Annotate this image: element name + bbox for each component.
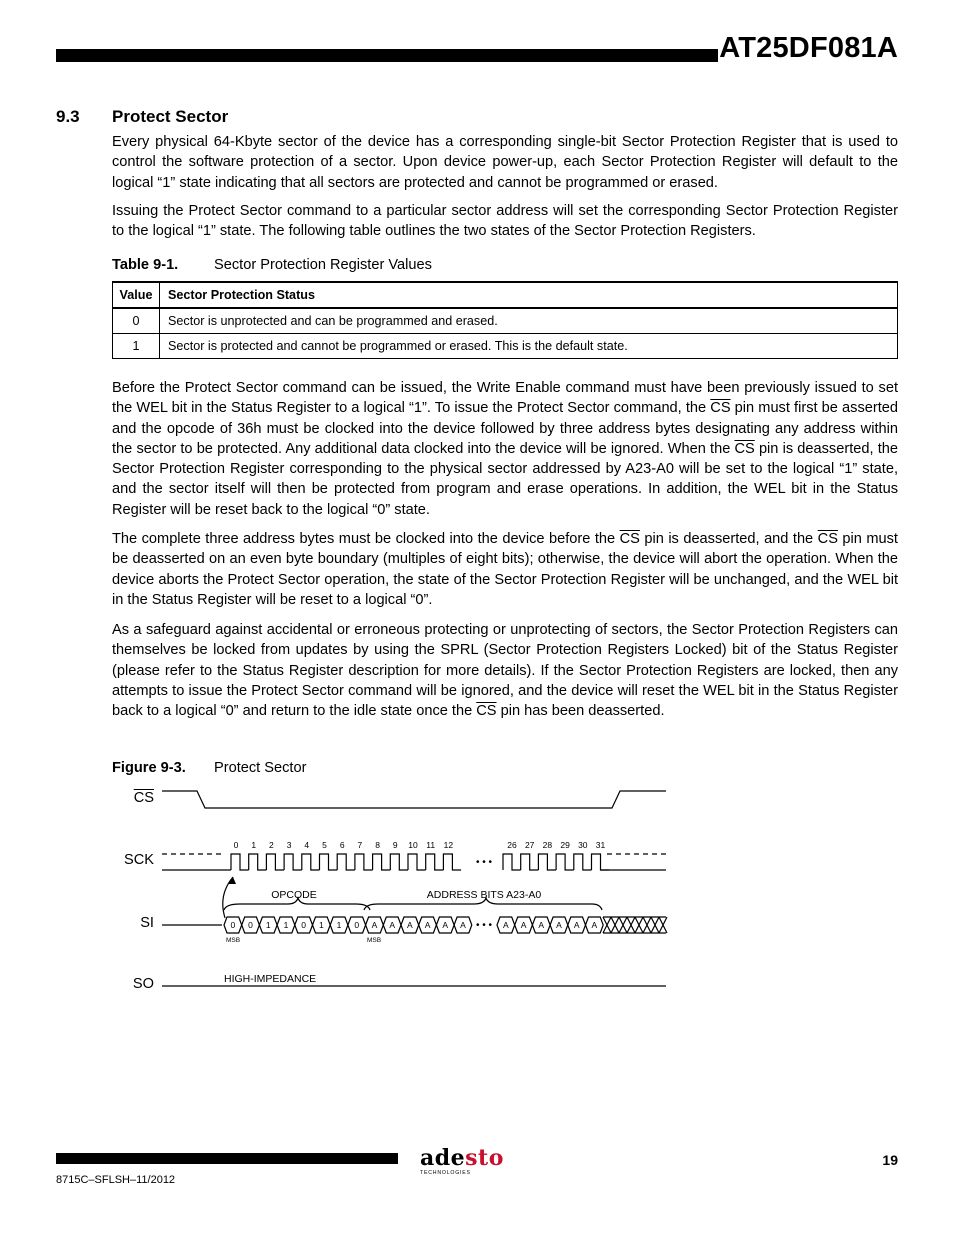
- cs-overbar-text: $\overline{CS}$: [734, 440, 755, 457]
- si-bit-label: 0: [301, 920, 307, 930]
- paragraph-3: [112, 378, 898, 520]
- si-bit-label: A: [591, 920, 598, 930]
- table-cell-value: 1: [113, 334, 160, 359]
- paragraph-4-text-b: pin is deasserted, and the: [639, 531, 818, 547]
- table-caption-label: Table 9-1.: [112, 257, 179, 273]
- logo-wordmark: [420, 1147, 502, 1169]
- clock-number: 5: [322, 840, 327, 850]
- opcode-label: OPCODE: [271, 889, 317, 901]
- sck-pulse: [320, 854, 338, 870]
- sck-pulse: [521, 854, 539, 870]
- signal-label-cs: $\overline{CS}$: [133, 790, 154, 806]
- clock-number: 11: [426, 840, 436, 850]
- sck-pulse: [373, 854, 391, 870]
- table-caption: [112, 257, 432, 273]
- paragraph-3-text-a: Before the Protect Sector command can be issued, the Write Enable command must have been previously issued to set the WEL bit in the Status Register to a logical “1”. To issue the Protect Sector command, the: [112, 380, 898, 417]
- table-header-value: Value: [113, 282, 160, 308]
- sck-pulse: [249, 854, 267, 870]
- sck-pulse: [426, 854, 444, 870]
- si-bit-label: 0: [354, 920, 360, 930]
- table-header-status: Sector Protection Status: [160, 282, 898, 308]
- table-caption-text: Sector Protection Register Values: [214, 257, 432, 273]
- page-number: 19: [882, 1152, 898, 1168]
- clock-number: 2: [269, 840, 274, 850]
- signal-label-so: SO: [132, 976, 154, 992]
- cs-overbar-text: $\overline{CS}$: [476, 703, 497, 720]
- si-bit-label: 0: [248, 920, 253, 930]
- si-bit-label: A: [389, 920, 395, 930]
- address-msb-label: MSB: [366, 937, 382, 944]
- si-bit-label: 1: [283, 920, 289, 930]
- si-ellipsis: • • •: [475, 920, 493, 931]
- footer-rule: [56, 1153, 398, 1164]
- clock-number: 9: [392, 840, 398, 850]
- sck-pulse: [408, 854, 426, 870]
- adesto-logo: [420, 1147, 502, 1183]
- si-bit-label: 0: [230, 920, 236, 930]
- figure-caption: [112, 760, 306, 776]
- si-bit-label: 1: [265, 920, 271, 930]
- signal-label-sck: SCK: [123, 852, 154, 868]
- si-dont-care-mark: [659, 917, 667, 933]
- logo-word-b: sto: [465, 1145, 504, 1171]
- table-cell-status: Sector is protected and cannot be programmed or erased. This is the default state.: [160, 334, 898, 359]
- clock-number: 26: [507, 840, 517, 850]
- clock-number: 28: [542, 840, 553, 850]
- cs-overbar-text: $\overline{CS}$: [710, 400, 731, 417]
- paragraph-5-text-b: pin has been deasserted.: [496, 703, 665, 720]
- sck-pulse: [337, 854, 355, 870]
- si-dont-care-mark: [651, 917, 659, 933]
- figure-caption-label: Figure 9-3.: [112, 760, 186, 776]
- sck-pulse: [574, 854, 592, 870]
- clock-number: 1: [251, 840, 257, 850]
- si-bit-label: 1: [336, 920, 342, 930]
- sck-pulse: [355, 854, 373, 870]
- paragraph-5-text-a: As a safeguard against accidental or erroneous protecting or unprotecting of sectors, the Sector Protection Registers can themselves be locked from updates by using the SPRL (Sector Protection Registers Locked) bit of the Status Register (please refer to the Status Register description for more details). If the Sector Protection Registers are locked, then any attempts to issue the Protect Sector command will be ignored, and the device will reset the WEL bit in the Status Register back to a logical “0” and return to the idle state once the: [112, 622, 898, 720]
- logo-tagline: TECHNOLOGIES: [420, 1170, 471, 1176]
- sck-pulse: [556, 854, 574, 870]
- sck-pulse: [231, 854, 249, 870]
- si-bit-label: A: [538, 920, 545, 930]
- sck-pulse: [443, 854, 461, 870]
- figure-caption-text: Protect Sector: [214, 760, 307, 776]
- section-number: 9.3: [56, 107, 80, 126]
- si-dont-care-mark: [635, 917, 643, 933]
- sck-pulse: [302, 854, 320, 870]
- sck-pulse: [503, 854, 521, 870]
- si-dont-care-mark: [611, 917, 619, 933]
- si-bit-label: A: [371, 920, 378, 930]
- cs-waveform: [162, 791, 666, 808]
- paragraph-3-text-b: pin must first be asserted and the opcode of 36h must be clocked into the device followed by three address bytes designating any address within the sector to be protected. Any additional data clocked into the device will be ignored. When the: [112, 400, 898, 457]
- si-dont-care-mark: [619, 917, 627, 933]
- clock-number: 29: [560, 840, 570, 850]
- paragraph-3-text-c: pin is deasserted, the Sector Protection Register corresponding to the physical sector addressed by A23-A0 will be set to the logical “1” state, and the sector itself will then be protected from program and erase operations. In addition, the WEL bit in the Status Register will be reset back to the logical “0” state.: [112, 440, 899, 518]
- sck-pulse: [390, 854, 408, 870]
- si-bit-label: A: [503, 920, 509, 930]
- si-dont-care-mark: [603, 917, 611, 933]
- clock-number: 8: [375, 840, 380, 850]
- si-bit-label: A: [556, 920, 562, 930]
- clock-number: 7: [357, 840, 363, 850]
- si-bit-label: A: [424, 920, 431, 930]
- document-title: AT25DF081A: [719, 32, 898, 64]
- clock-number: 12: [443, 840, 454, 850]
- clock-number: 27: [524, 840, 535, 850]
- table-row: [113, 308, 898, 334]
- clock-number: 30: [578, 840, 588, 850]
- address-bits-label: ADDRESS BITS A23-A0: [426, 889, 542, 901]
- si-bit-label: A: [407, 920, 413, 930]
- sck-ellipsis: • • •: [475, 857, 493, 868]
- table-cell-status: Sector is unprotected and can be programmed and erased.: [160, 308, 898, 334]
- table-row: [113, 334, 898, 359]
- si-bit-label: 1: [318, 920, 324, 930]
- section-title: Protect Sector: [112, 107, 229, 126]
- si-bit-label: A: [442, 920, 449, 930]
- timing-diagram: [0, 780, 954, 1000]
- clock-number: 6: [339, 840, 345, 850]
- sck-pulse: [592, 854, 610, 870]
- sck-pulse: [538, 854, 556, 870]
- clock-number: 10: [408, 840, 418, 850]
- si-bit-label: A: [520, 920, 527, 930]
- sector-protection-table: [112, 281, 898, 359]
- so-high-impedance-label: HIGH-IMPEDANCE: [224, 973, 317, 985]
- paragraph-2: Issuing the Protect Sector command to a particular sector address will set the corresponding Sector Protection Register to the logical “1” state. The following table outlines the two states of the Sector Protection Registers.: [112, 203, 898, 240]
- paragraph-5: [112, 620, 898, 721]
- cs-overbar-text: $\overline{CS}$: [619, 531, 640, 547]
- header-rule: [56, 49, 718, 62]
- paragraph-4-text-a: The complete three address bytes must be clocked into the device before the: [112, 531, 620, 547]
- document-id: 8715C–SFLSH–11/2012: [56, 1174, 176, 1186]
- si-bit-label: A: [573, 920, 580, 930]
- opcode-msb-label: MSB: [225, 937, 241, 944]
- paragraph-1: Every physical 64-Kbyte sector of the device has a corresponding single-bit Sector Protection Register that is used to control the software protection of a sector. Upon device power-up, each Sector Protection Register will default to the logical “1” state indicating that all sectors are protected and cannot be programmed or erased.: [112, 134, 898, 191]
- paragraph-4-text-c: pin must be deasserted on an even byte boundary (multiples of eight bits); otherwise, the device will abort the operation. When the device aborts the Protect Sector operation, the state of the Sector Protection Register will be unchanged, and the WEL bit in the Status Register will be reset to a logical “0”.: [112, 531, 898, 608]
- sck-pulse: [266, 854, 284, 870]
- clock-number: 0: [233, 840, 239, 850]
- clock-number: 31: [595, 840, 606, 850]
- cs-overbar-text: $\overline{CS}$: [817, 531, 838, 547]
- table-cell-value: 0: [113, 308, 160, 334]
- sck-pulse: [284, 854, 302, 870]
- clock-number: 3: [286, 840, 292, 850]
- paragraph-4: [112, 529, 898, 610]
- logo-word-a: ade: [420, 1145, 466, 1171]
- si-bit-label: A: [460, 920, 466, 930]
- si-dont-care-mark: [627, 917, 635, 933]
- si-dont-care-mark: [643, 917, 651, 933]
- signal-label-si: SI: [140, 915, 154, 931]
- table-header-row: [113, 282, 898, 308]
- clock-number: 4: [304, 840, 310, 850]
